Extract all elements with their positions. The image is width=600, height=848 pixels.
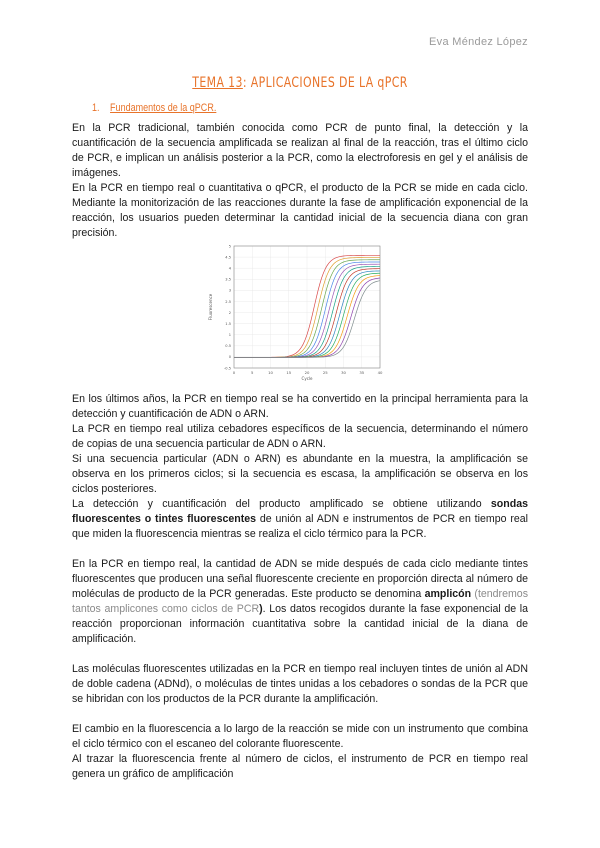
paragraph: En los últimos años, la PCR en tiempo real se ha convertido en la principal herramienta para la detección y cuantificación de ADN o ARN. bbox=[72, 393, 528, 420]
x-tick-label: 10 bbox=[268, 370, 273, 375]
y-tick-label: 4.5 bbox=[225, 255, 231, 260]
x-tick-label: 20 bbox=[304, 370, 310, 375]
x-axis-label: Cycle bbox=[301, 376, 313, 381]
y-tick-label: 1 bbox=[228, 333, 231, 338]
section-heading bbox=[92, 102, 216, 114]
y-tick-label: 4 bbox=[228, 266, 231, 271]
gray-note: (tendremos tantos amplicones como ciclos de PCR bbox=[72, 588, 528, 615]
section-number: 1. bbox=[92, 102, 100, 114]
text-run: . Los datos recogidos durante la fase exponencial de la reacción proporcionan información cuantitativa sobre la cantidad inicial de la diana de amplificación. bbox=[72, 603, 528, 645]
x-tick-label: 5 bbox=[251, 370, 254, 375]
y-tick-label: 0.5 bbox=[225, 344, 231, 349]
x-tick-label: 35 bbox=[359, 370, 365, 375]
y-tick-label: 2 bbox=[228, 310, 231, 315]
x-tick-label: 25 bbox=[322, 370, 328, 375]
title-topic-name: : APLICACIONES DE LA qPCR bbox=[242, 75, 408, 91]
y-axis-label: Fluorescence bbox=[208, 293, 213, 321]
text-run: En la PCR en tiempo real, la cantidad de ADN se mide después de cada ciclo mediante tintes fluorescentes que producen una señal fluorescente creciente en proporción directa al número de moléculas de producto de la PCR generadas. Este producto se denomina bbox=[72, 558, 528, 600]
paragraph: Las moléculas fluorescentes utilizadas en la PCR en tiempo real incluyen tintes de unión al ADN de doble cadena (ADNd), o moléculas de tintes unidas a los cebadores o sondas de la PCR que se hibridan con los productos de la PCR durante la amplificación. bbox=[72, 663, 528, 705]
y-tick-label: 2.5 bbox=[225, 299, 231, 304]
y-tick-label: -0.5 bbox=[223, 366, 231, 371]
page-title bbox=[66, 75, 534, 91]
paragraph: El cambio en la fluorescencia a lo largo de la reacción se mide con un instrumento que combina el ciclo térmico con el escaneo del colorante fluorescente. bbox=[72, 723, 528, 750]
x-tick-label: 30 bbox=[341, 370, 346, 375]
paragraph: En la PCR en tiempo real o cuantitativa o qPCR, el producto de la PCR se mide en cada ciclo. Mediante la monitorización de las reacciones durante la fase de amplificación exponencial de la reacción, los usuarios pueden determinar la cantidad inicial de la secuencia diana con gran precisión. bbox=[72, 182, 528, 239]
text-run: de unión al ADN e instrumentos de PCR en tiempo real que miden la fluorescencia mientras se realiza el ciclo térmico para la PCR. bbox=[72, 513, 528, 540]
paragraph bbox=[72, 557, 528, 647]
y-tick-label: 1.5 bbox=[225, 321, 231, 326]
paragraph: Al trazar la fluorescencia frente al número de ciclos, el instrumento de PCR en tiempo real genera un gráfico de amplificación bbox=[72, 753, 528, 780]
bold-term: sondas fluorescentes o tintes fluorescentes bbox=[72, 498, 528, 525]
main-text bbox=[72, 392, 528, 782]
intro-text bbox=[72, 121, 528, 241]
x-tick-label: 0 bbox=[232, 370, 236, 375]
y-tick-label: 5 bbox=[228, 244, 231, 249]
bold-paren: ) bbox=[259, 603, 263, 615]
y-tick-label: 3 bbox=[228, 288, 231, 293]
y-tick-label: 3.5 bbox=[225, 277, 231, 282]
y-tick-label: 0 bbox=[228, 355, 231, 360]
x-tick-label: 15 bbox=[286, 370, 292, 375]
paragraph: La PCR en tiempo real utiliza cebadores específicos de la secuencia, determinando el número de copias de una secuencia particular de ADN o ARN. bbox=[72, 423, 528, 450]
section-label: Fundamentos de la qPCR. bbox=[110, 102, 217, 114]
paragraph bbox=[72, 497, 528, 542]
title-topic-number: TEMA 13 bbox=[192, 75, 243, 91]
author-name: Eva Méndez López bbox=[429, 36, 528, 48]
text-run: La detección y cuantificación del producto amplificado se obtiene utilizando bbox=[72, 498, 491, 510]
amplification-chart bbox=[198, 238, 392, 390]
x-tick-label: 40 bbox=[377, 370, 383, 375]
bold-term: amplicón bbox=[424, 588, 472, 600]
paragraph: En la PCR tradicional, también conocida como PCR de punto final, la detección y la cuantificación de la secuencia amplificada se realizan al final de la reacción, tras el último ciclo de PCR, e implican un análisis posterior a la PCR, como la electroforesis en gel y el análisis de imágenes. bbox=[72, 122, 528, 179]
paragraph: Si una secuencia particular (ADN o ARN) es abundante en la muestra, la amplificación se observa en los primeros ciclos; si la secuencia es escasa, la amplificación se observa en los ciclos posteriores. bbox=[72, 453, 528, 495]
